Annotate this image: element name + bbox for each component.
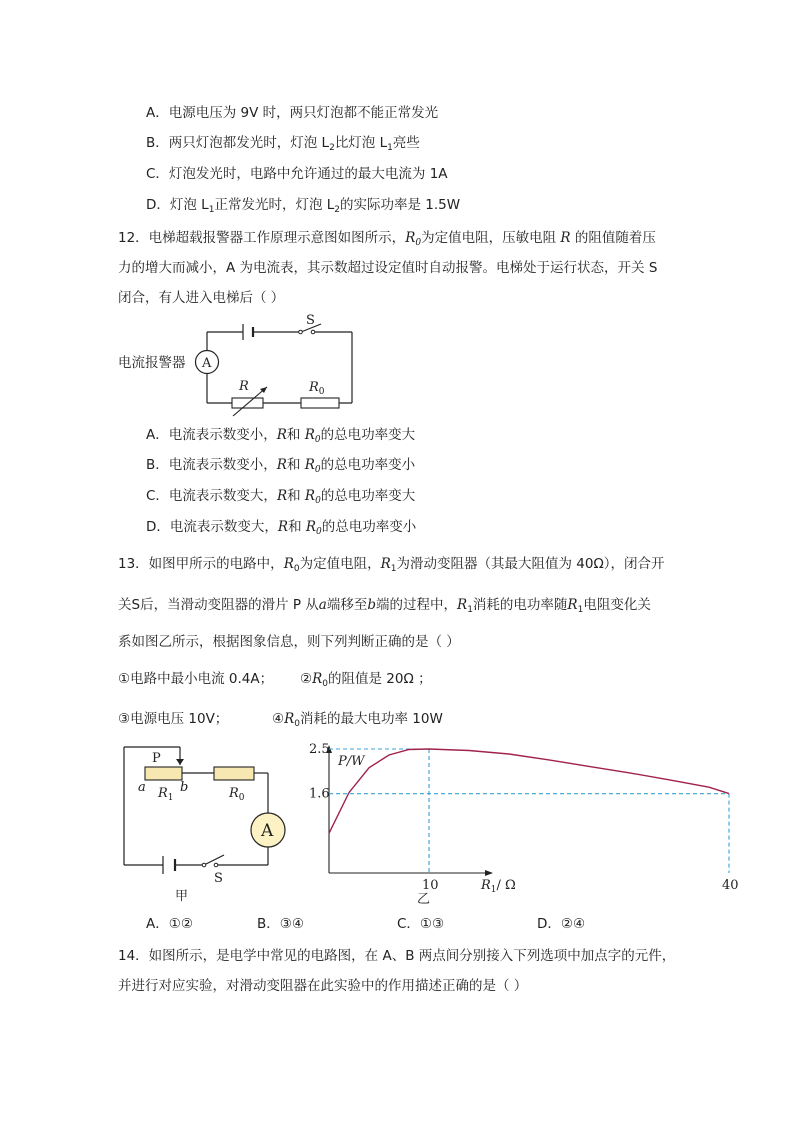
q12-option-d: D．电流表示数变大，R和 $R_0$的总电功率变小 (146, 519, 417, 537)
q12-ammeter-label: A (202, 356, 212, 371)
q13-terminal-b-label: b (180, 780, 189, 795)
q13-answer-a: A．①② (146, 916, 193, 932)
q13-power-chart (300, 740, 739, 910)
chart-x-tick-label: 40 (722, 878, 739, 893)
q13-stem-line3: 系如图乙所示，根据图象信息，则下列判断正确的是（ ） (118, 634, 460, 650)
q13-terminal-a-label: a (138, 780, 146, 795)
q12-stem-line2: 力的增大而减小，A 为电流表，其示数超过设定值时自动报警。电梯处于运行状态，开关 S (118, 260, 658, 276)
q13-statement-3: ③电源电压 10V； (118, 711, 229, 727)
q13-statement-4: $④R_0$消耗的最大电功率 10W (272, 711, 443, 729)
q13-stem-line1: 13．如图甲所示的电路中，$R_0$为定值电阻，$R_1$为滑动变阻器（其最大阻值为 40Ω），闭合开 (118, 556, 665, 574)
q13-statement-2: $②R_0$的阻值是 20Ω ； (300, 671, 432, 689)
q13-r1-label: $R_1$ (158, 786, 174, 803)
q12-option-c: C．电流表示数变大，R和 $R_0$的总电功率变大 (146, 488, 416, 506)
chart-x-axis-label: $R_1/$ Ω (481, 878, 516, 895)
q11-option-d: D．灯泡 $L_1$正常发光时，灯泡 $L_2$的实际功率是 1.5W (146, 197, 461, 215)
q11-option-c: C．灯泡发光时，电路中允许通过的最大电流为 1A (146, 166, 448, 182)
q12-stem-line3: 闭合，有人进入电梯后（ ） (118, 290, 285, 306)
q12-resistor-r0-icon (301, 398, 339, 408)
q11-option-a: A．电源电压为 9V 时，两只灯泡都不能正常发光 (146, 105, 439, 121)
chart-y-tick-label: 1.6 (309, 786, 330, 802)
q12-option-b: B．电流表示数变小，R和 $R_0$的总电功率变小 (146, 457, 416, 475)
q12-resistor-r-label: R (239, 379, 249, 394)
chart-y-axis-label: P/W (338, 754, 365, 769)
q13-answer-c: C．①③ (397, 916, 445, 932)
q12-stem-line1: 12．电梯超载报警器工作原理示意图如图所示，$R_0$为定值电阻，压敏电阻 R 的阻值随着压 (118, 230, 656, 248)
q13-circuit-diagram (118, 740, 298, 910)
q13-r0-label: $R_0$ (229, 786, 245, 803)
q12-switch-pivot-icon (299, 330, 303, 334)
q12-battery-icon (243, 324, 253, 340)
q13-figure-jia-caption: 甲 (175, 889, 189, 904)
q13-slider-p-label: P (152, 751, 161, 766)
q13-stem-line2: 关S后，当滑动变阻器的滑片 P 从a端移至b端的过程中，$R_1$消耗的电功率随$R_1$电阻变化关 (118, 597, 651, 615)
q12-resistor-r0-label: $R_0$ (309, 380, 325, 397)
q13-resistor-r0-icon (214, 767, 254, 780)
chart-y-tick-label: 2.5 (309, 742, 330, 757)
q12-switch-label: S (306, 313, 315, 328)
q13-answer-d: D．②④ (537, 916, 586, 932)
q11-option-b: B．两只灯泡都发光时，灯泡 $L_2$比灯泡 $L_1$亮些 (146, 135, 420, 153)
q13-statement-1: ①电路中最小电流 0.4A； (118, 671, 274, 687)
chart-x-tick-label: 10 (422, 878, 439, 893)
q13-figure-yi-caption: 乙 (417, 892, 431, 907)
q13-switch-label: S (214, 871, 223, 886)
svg-text:A: A (261, 821, 274, 841)
q12-alarm-label: 电流报警器 (118, 355, 186, 371)
chart-series-line (329, 749, 729, 833)
q13-battery-icon (163, 856, 175, 874)
q13-rheostat-r1-icon (145, 767, 182, 780)
q13-answer-b: B．③④ (257, 916, 304, 932)
q13-switch-icon (214, 863, 218, 867)
q14-stem-line1: 14．如图所示，是电学中常见的电路图，在 A、B 两点间分别接入下列选项中加点字的元件， (118, 948, 676, 964)
q14-stem-line2: 并进行对应实验，对滑动变阻器在此实验中的作用描述正确的是（ ） (118, 978, 528, 994)
q12-option-a: A．电流表示数变小，R和 $R_0$的总电功率变大 (146, 427, 416, 445)
